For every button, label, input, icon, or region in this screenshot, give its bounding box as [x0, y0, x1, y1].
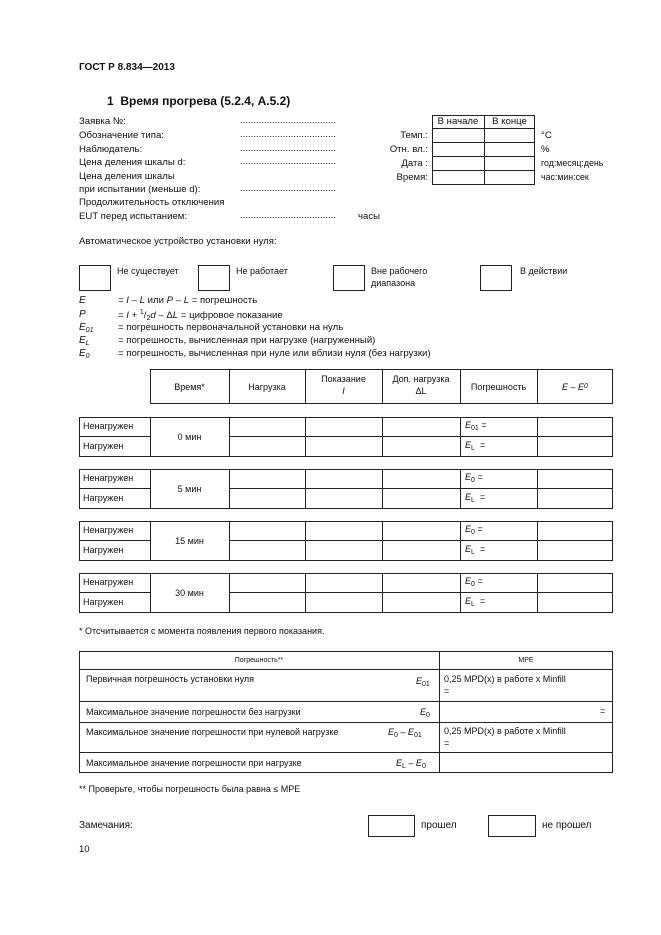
checkbox-failed[interactable]	[488, 815, 536, 837]
legend-def-e: = I – L или P – L = погрешность	[118, 295, 258, 306]
header-add-load: Доп. нагрузка	[392, 374, 450, 384]
doc-header: ГОСТ Р 8.834—2013	[79, 62, 175, 73]
row-time: 15 мин	[175, 536, 204, 546]
legend-sym-e: E	[79, 295, 86, 306]
error-cell-bottom[interactable]: $E_L$ =	[465, 492, 486, 504]
row-label-unloaded: Ненагружен	[83, 525, 134, 535]
row-label-unloaded: Ненагружен	[83, 577, 134, 587]
env-col-start: В начале	[437, 116, 479, 127]
row-label-loaded: Нагружен	[83, 597, 124, 607]
row-time: 5 мин	[177, 484, 202, 494]
remarks-label: Замечания:	[79, 820, 133, 831]
row-label-loaded: Нагружен	[83, 493, 124, 503]
mpe-row-symbol: $E_0$	[420, 707, 430, 719]
field-value-application[interactable]: ....................................	[240, 115, 336, 126]
error-cell-top[interactable]: $E_0$ =	[465, 524, 483, 536]
error-cell-top[interactable]: $E_{01}$ =	[465, 420, 487, 432]
header-load: Нагрузка	[248, 381, 286, 392]
field-label-scale-test-1: Цена деления шкалы	[79, 171, 175, 182]
footnote-reading: * Отсчитывается с момента появления первого показания.	[79, 626, 325, 636]
env-col-end: В конце	[492, 116, 527, 127]
page-number: 10	[79, 844, 90, 855]
field-label-off-duration-2: EUT перед испытанием:	[79, 211, 188, 222]
checkbox-not-working[interactable]	[198, 265, 230, 291]
legend-sym-e0: $E_0$	[79, 348, 90, 360]
option-not-exist: Не существует	[117, 266, 179, 276]
header-reading: Показание	[321, 374, 366, 384]
mpe-row-value: 0,25 MPD(x) в работе x Minfill	[444, 726, 566, 736]
row-label-unloaded: Ненагружен	[83, 473, 134, 483]
section-title-text: Время прогрева (5.2.4, А.5.2)	[120, 94, 291, 108]
mpe-row-label: Первичная погрешность установки нуля	[86, 674, 255, 684]
option-active: В действии	[520, 266, 568, 276]
row-label-loaded: Нагружен	[83, 545, 124, 555]
error-cell-top[interactable]: $E_0$ =	[465, 576, 483, 588]
option-out-of-range-1: Вне рабочего	[371, 266, 428, 276]
field-value-off-duration[interactable]: ....................................	[240, 210, 336, 221]
footnote-mpe: ** Проверьте, чтобы погрешность была равна ≤ MPE	[79, 784, 301, 794]
mpe-row-symbol: $E_0 - E_{01}$	[388, 727, 422, 739]
header-add-load-sym: ΔL	[415, 386, 427, 396]
passed-label: прошел	[421, 820, 457, 831]
checkbox-active[interactable]	[480, 265, 512, 291]
header-error: Погрешность	[470, 381, 527, 392]
field-value-type[interactable]: ....................................	[240, 129, 336, 140]
option-not-working: Не работает	[236, 266, 288, 276]
mpe-row-symbol: $E_{01}$	[416, 676, 430, 688]
mpe-header-error: Погрешность**	[234, 656, 284, 664]
section-title	[107, 94, 290, 108]
row-label-unloaded: Ненагружен	[83, 421, 134, 431]
error-cell-top[interactable]: $E_0$ =	[465, 472, 483, 484]
mpe-row-value: 0,25 MPD(x) в работе x Minfill	[444, 674, 566, 684]
legend-def-e0: = погрешность, вычисленная при нуле или вблизи нуля (без нагрузки)	[118, 348, 431, 359]
env-unit-temp: °C	[541, 130, 552, 141]
legend-def-e01: = погрешность первоначальной установки на нуль	[118, 322, 344, 333]
env-unit-humidity: %	[541, 144, 550, 155]
mpe-row-label: Максимальное значение погрешности без нагрузки	[86, 707, 301, 717]
header-reading-sym: I	[342, 386, 345, 396]
checkbox-passed[interactable]	[368, 815, 415, 837]
option-out-of-range-2: диапазона	[371, 278, 416, 288]
mpe-row-eq[interactable]: =	[444, 738, 450, 748]
legend-def-el: = погрешность, вычисленная при нагрузке (нагруженный)	[118, 335, 376, 346]
error-cell-bottom[interactable]: $E_L$ =	[465, 544, 486, 556]
field-label-application: Заявка №:	[79, 116, 126, 127]
failed-label: не прошел	[542, 820, 592, 831]
error-cell-bottom[interactable]: $E_L$ =	[465, 596, 486, 608]
mpe-row-eq[interactable]: =	[444, 686, 450, 696]
field-unit-hours: часы	[358, 211, 381, 222]
mpe-row-label: Максимальное значение погрешности при нулевой нагрузке	[86, 727, 339, 737]
field-value-scale-test[interactable]: ....................................	[240, 183, 336, 194]
env-unit-date: год:месяц:день	[541, 158, 604, 168]
env-label-humidity: Отн. вл.:	[389, 144, 428, 155]
field-value-scale-d[interactable]: ....................................	[240, 156, 336, 167]
error-cell-bottom[interactable]: $E_L$ =	[465, 440, 486, 452]
legend-sym-el: $E_L$	[79, 335, 90, 347]
env-label-time: Время:	[396, 172, 428, 183]
field-value-observer[interactable]: ....................................	[240, 143, 336, 154]
legend-sym-p: P	[79, 309, 86, 320]
header-time: Время*	[174, 381, 205, 392]
header-e-minus-e0: E – E 0	[562, 381, 588, 392]
field-label-scale-d: Цена деления шкалы d:	[79, 157, 186, 168]
field-label-type: Обозначение типа:	[79, 130, 164, 141]
checkbox-not-exist[interactable]	[79, 265, 111, 291]
field-label-observer: Наблюдатель:	[79, 144, 143, 155]
env-label-temp: Темп.:	[400, 130, 428, 141]
field-label-scale-test-2: при испытании (меньше d):	[79, 184, 201, 195]
mpe-header-mpe: MPE	[518, 656, 534, 664]
mpe-row-label: Максимальное значение погрешности при нагрузке	[86, 758, 302, 768]
row-time: 0 мин	[177, 432, 202, 442]
row-time: 30 мин	[175, 588, 204, 598]
legend-sym-e01: $E_{01}$	[79, 322, 94, 334]
section-number: 1	[107, 94, 114, 108]
mpe-row-eq[interactable]: =	[600, 706, 606, 716]
mpe-row-symbol: $E_L - E_0$	[396, 758, 426, 770]
zero-title: Автоматическое устройство установки нуля:	[79, 236, 277, 247]
legend-def-p: = $I + ^1/_2d - \Delta L$ = цифровое показание	[118, 309, 283, 322]
env-label-date: Дата :	[401, 158, 428, 169]
field-label-off-duration-1: Продолжительность отключения	[79, 197, 225, 208]
checkbox-out-of-range[interactable]	[333, 265, 365, 291]
env-unit-time: час:мин:сек	[541, 172, 589, 182]
row-label-loaded: Нагружен	[83, 441, 124, 451]
